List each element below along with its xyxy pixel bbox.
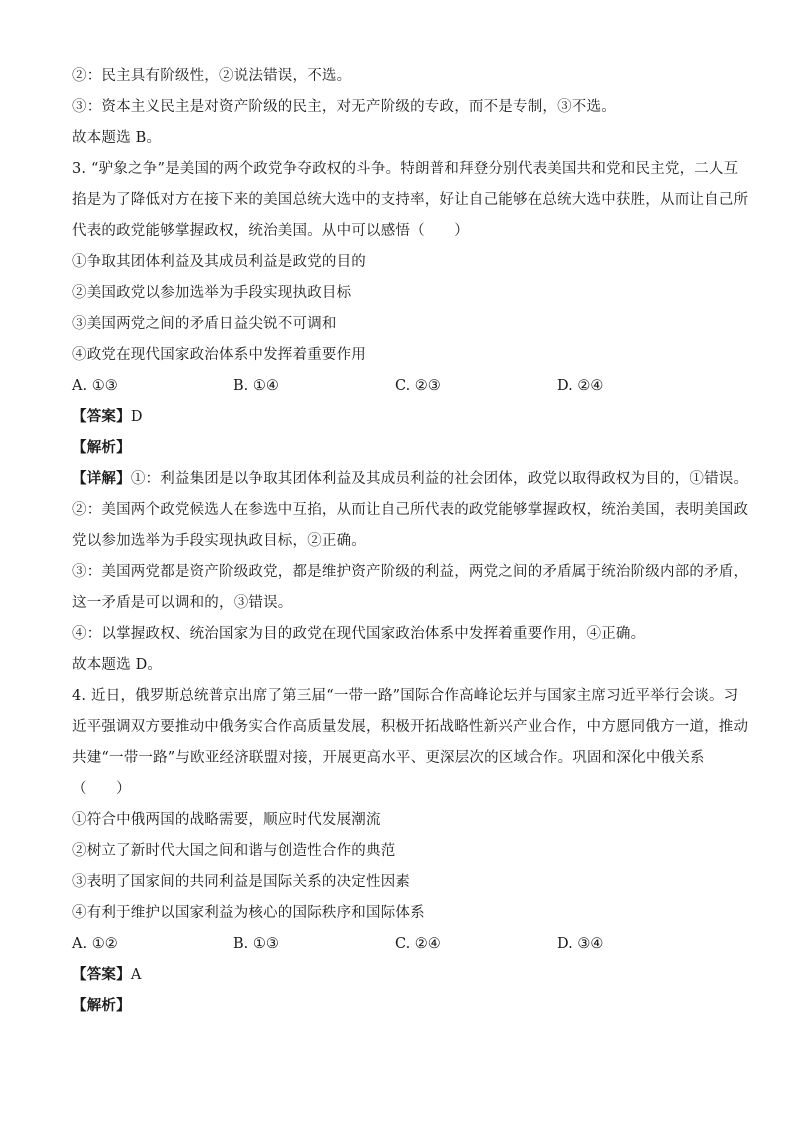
option-c: C. ②④ — [395, 936, 441, 952]
detail-text: ①：利益集团是以争取其团体利益及其成员利益的社会团体，政党以取得政权为目的，①错误。 — [130, 471, 749, 487]
question-4-stem: 4. 近日，俄罗斯总统普京出席了第三届“一带一路”国际合作高峰论坛并与国家主席习近平举行会谈。习 — [72, 688, 739, 704]
statement-1: ①符合中俄两国的战略需要，顺应时代发展潮流 — [72, 812, 381, 828]
answer-line — [72, 407, 143, 427]
answer-value: A — [130, 967, 142, 983]
detail-tag: 【详解】 — [72, 471, 131, 487]
statement-2: ②树立了新时代大国之间和谐与创造性合作的典范 — [72, 843, 396, 859]
question-4-stem: 近平强调双方要推动中俄务实合作高质量发展，积极开拓战略性新兴产业合作，中方愿同俄方一道，推动 — [72, 719, 749, 735]
detail-line: ②：美国两个政党候选人在参选中互掐，从而让自己所代表的政党能够掌握政权，统治美国，表明美国政 — [72, 502, 749, 518]
answer-tag: 【答案】 — [72, 967, 131, 983]
option-a: A. ①② — [72, 936, 118, 952]
option-b: B. ①④ — [233, 378, 279, 394]
detail-line: ④：以掌握政权、统治国家为目的政党在现代国家政治体系中发挥着重要作用，④正确。 — [72, 626, 646, 642]
detail-line — [72, 469, 748, 489]
conclusion-line: 故本题选 D。 — [72, 657, 163, 673]
analysis-tag: 【解析】 — [72, 998, 131, 1014]
text-line: 故本题选 B。 — [72, 130, 162, 146]
statement-1: ①争取其团体利益及其成员利益是政党的目的 — [72, 254, 366, 270]
text-line: ③：资本主义民主是对资产阶级的民主，对无产阶级的专政，而不是专制，③不选。 — [72, 99, 616, 115]
option-d: D. ②④ — [557, 378, 604, 394]
statement-4: ④有利于维护以国家利益为核心的国际秩序和国际体系 — [72, 905, 425, 921]
analysis-tag: 【解析】 — [72, 440, 131, 456]
option-c: C. ②③ — [395, 378, 441, 394]
question-4-stem: 共建“一带一路”与欧亚经济联盟对接，开展更高水平、更深层次的区域合作。巩固和深化中俄关系 — [72, 750, 705, 766]
detail-line: 党以参加选举为手段实现执政目标，②正确。 — [72, 533, 366, 549]
option-b: B. ①③ — [233, 936, 279, 952]
answer-line — [72, 965, 141, 985]
option-d: D. ③④ — [557, 936, 604, 952]
statement-3: ③表明了国家间的共同利益是国际关系的决定性因素 — [72, 874, 411, 890]
question-4-blank: （ ） — [72, 781, 131, 797]
statement-3: ③美国两党之间的矛盾日益尖锐不可调和 — [72, 316, 337, 332]
option-a: A. ①③ — [72, 378, 118, 394]
question-3-stem: 代表的政党能够掌握政权，统治美国。从中可以感悟（ ） — [72, 223, 469, 239]
answer-value: D — [130, 409, 143, 425]
statement-2: ②美国政党以参加选举为手段实现执政目标 — [72, 285, 352, 301]
text-line: ②：民主具有阶级性，②说法错误，不选。 — [72, 68, 352, 84]
statement-4: ④政党在现代国家政治体系中发挥着重要作用 — [72, 347, 366, 363]
detail-line: 这一矛盾是可以调和的，③错误。 — [72, 595, 293, 611]
question-3-stem: 3. “驴象之争”是美国的两个政党争夺政权的斗争。特朗普和拜登分别代表美国共和党和民主党，二人互 — [72, 161, 739, 177]
detail-line: ③：美国两党都是资产阶级政党，都是维护资产阶级的利益，两党之间的矛盾属于统治阶级内部的矛盾， — [72, 564, 749, 580]
answer-tag: 【答案】 — [72, 409, 131, 425]
question-3-stem: 掐是为了降低对方在接下来的美国总统大选中的支持率，好让自己能够在总统大选中获胜，从而让自己所 — [72, 192, 749, 208]
